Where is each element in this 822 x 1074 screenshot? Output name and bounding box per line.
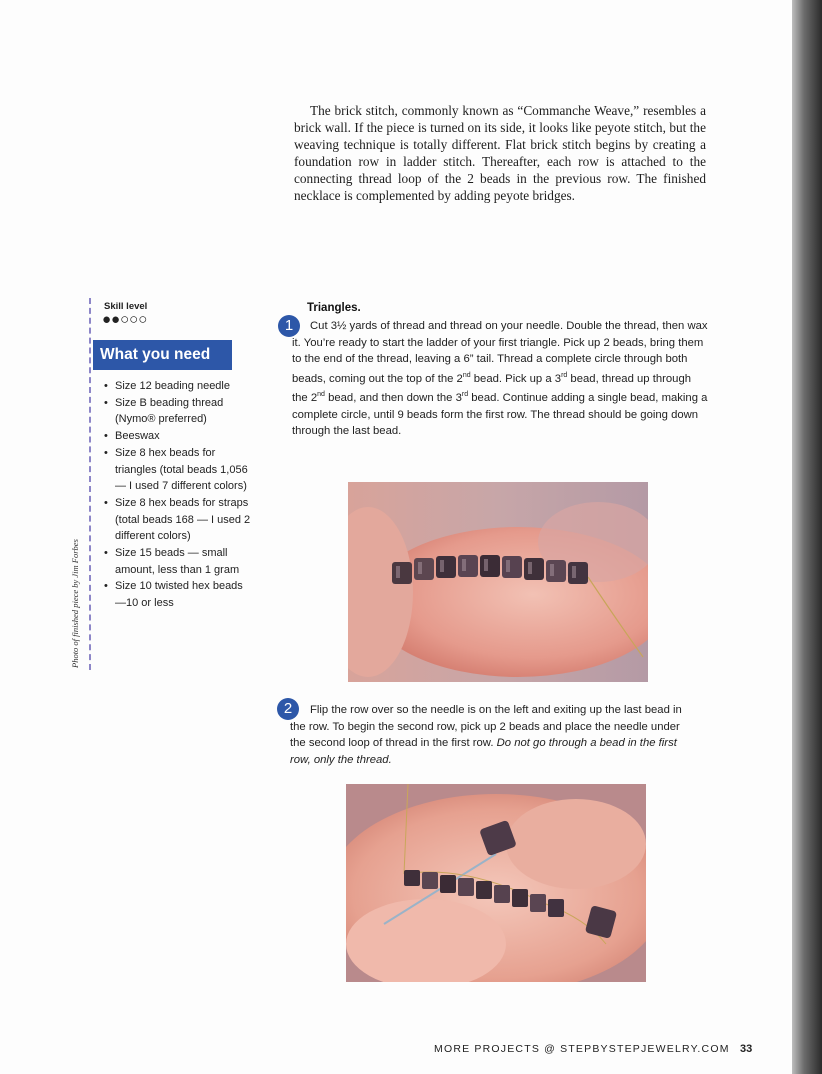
step-2-text: Flip the row over so the needle is on the left and exiting up the last bead in the row. To begin the second row, pick up 2 beads and place the needle under the second loop of thread in the first row. Do not go through a bead in the first row, only the thread.	[290, 704, 682, 766]
step-1-text: Cut 3½ yards of thread and thread on your needle. Double the thread, then wax it. You’re ready to start the ladder of your first triangle. Pick up 2 beads, bring them to the end of the thread, leaving a 6” tail. Thread a complete circle through both beads, coming out the top of the 2nd bead. Pick up a 3rd bead, thread up through the 2nd bead, and then down the 3rd bead. Continue adding a single bead, making a complete circle, until 9 beads form the first row. The thread should be going down through the last bead.	[292, 320, 708, 438]
needle-photo	[346, 784, 646, 982]
what-you-need-header: What you need	[93, 340, 232, 370]
sidebar-dashed-rule	[89, 298, 91, 670]
list-item: • Size B beading thread (Nymo® preferred)	[104, 395, 254, 428]
materials-list	[104, 378, 254, 612]
page-binding-edge	[792, 0, 822, 1074]
list-item: • Size 15 beads — small amount, less than 1 gram	[104, 545, 254, 578]
skill-level-dots: ●●○○○	[102, 311, 148, 328]
list-item: • Size 12 beading needle	[104, 378, 254, 395]
page-number: 33	[740, 1043, 753, 1055]
list-item: • Size 10 twisted hex beads —10 or less	[104, 578, 254, 611]
intro-paragraph: The brick stitch, commonly known as “Commanche Weave,” resembles a brick wall. If the piece is turned on its side, it looks like peyote stitch, but the weaving technique is totally different. Flat brick stitch begins by creating a foundation row in ladder stitch. Thereafter, each row is attached to the connecting thread loop of the 2 beads in the previous row. The finished necklace is complemented by adding peyote bridges.	[294, 103, 706, 203]
step-1-number: 1	[278, 315, 300, 337]
step-2-number: 2	[277, 698, 299, 720]
skill-level-label: Skill level	[104, 301, 148, 312]
list-item: • Size 8 hex beads for straps (total beads 168 — I used 2 different colors)	[104, 495, 254, 545]
finger-photo	[348, 482, 648, 682]
step-1-title: Triangles.	[307, 302, 361, 314]
list-item: • Beeswax	[104, 428, 254, 445]
footer-text: MORE PROJECTS @ STEPBYSTEPJEWELRY.COM	[434, 1043, 730, 1055]
list-item: • Size 8 hex beads for triangles (total beads 1,056 — I used 7 different colors)	[104, 445, 254, 495]
photo-credit: Photo of finished piece by Jim Forbes	[70, 539, 80, 668]
